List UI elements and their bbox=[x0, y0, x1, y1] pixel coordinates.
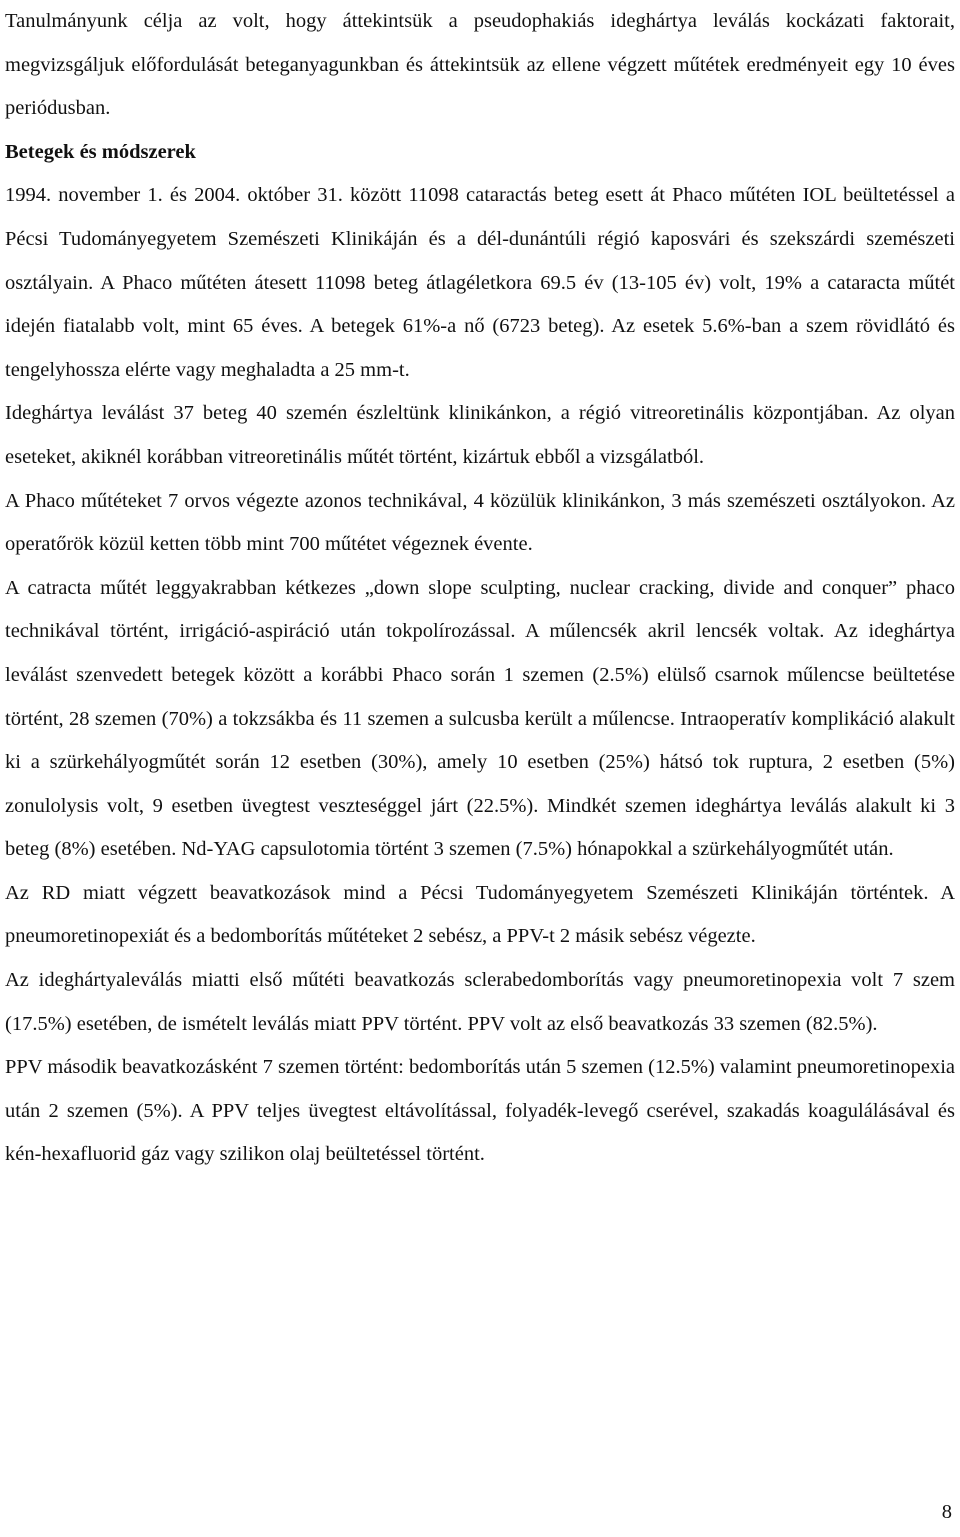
paragraph-patients: 1994. november 1. és 2004. október 31. között 11098 cataractás beteg esett át Phaco műtéten IOL beültetéssel a Pécsi Tudományegyetem Szemészeti Klinikáján és a dél-dunántúli régió kaposvári és szekszárdi szemészeti osztályain. A Phaco műtéten átesett 11098 beteg átlagéletkora 69.5 év (13-105 év) volt, 19% a cataracta műtét idején fiatalabb volt, mint 65 éves. A betegek 61%-a nő (6723 beteg). Az esetek 5.6%-ban a szem rövidlátó és tengelyhossza elérte vagy meghaladta a 25 mm-t. bbox=[5, 184, 955, 381]
paragraph-first-surgery: Az ideghártyaleválás miatti első műtéti beavatkozás sclerabedomborítás vagy pneumoretinopexia volt 7 szem (17.5%) esetében, de ismételt leválás miatt PPV történt. PPV volt az első beavatkozás 33 szemen (82.5%). bbox=[5, 969, 955, 1035]
paragraph-surgeons: A Phaco műtéteket 7 orvos végezte azonos technikával, 4 közülük klinikánkon, 3 más szemészeti osztályokon. Az operatőrök közül ketten több mint 700 műtétet végeznek évente. bbox=[5, 489, 955, 556]
paragraph-interventions: Az RD miatt végzett beavatkozások mind a Pécsi Tudományegyetem Szemészeti Klinikáján történtek. A pneumoretinopexiát és a bedomborítás műtéteket 2 sebész, a PPV-t 2 másik sebész végezte. bbox=[5, 881, 955, 948]
document-page bbox=[5, 0, 955, 1177]
page-number: 8 bbox=[941, 1501, 952, 1523]
section-heading: Betegek és módszerek bbox=[5, 140, 196, 163]
paragraph-technique: A catracta műtét leggyakrabban kétkezes „down slope sculpting, nuclear cracking, divide and conquer” phaco technikával történt, irrigáció-aspiráció után tokpolírozással. A műlencsék akril lencsék voltak. Az ideghártya leválást szenvedett betegek között a korábbi Phaco során 1 szemen (2.5%) elülső csarnok műlencse beültetése történt, 28 szemen (70%) a tokzsákba és 11 szemen a sulcusba került a műlencse. Intraoperatív komplikáció alakult ki a szürkehályogműtét során 12 esetben (30%), amely 10 esetben (25%) hátsó tok ruptura, 2 esetben (5%) zonulolysis volt, 9 esetben üvegtest veszteséggel járt (22.5%). Mindkét szemen ideghártya leválás alakult ki 3 beteg (8%) esetében. Nd-YAG capsulotomia történt 3 szemen (7.5%) hónapokkal a szürkehályogműtét után. bbox=[5, 576, 955, 861]
intro-paragraph: Tanulmányunk célja az volt, hogy áttekintsük a pseudophakiás ideghártya leválás kockázati faktorait, megvizsgáljuk előfordulását beteganyagunkban és áttekintsük az ellene végzett műtétek eredményeit egy 10 éves periódusban. bbox=[5, 10, 955, 120]
paragraph-second-surgery: PPV második beavatkozásként 7 szemen történt: bedomborítás után 5 szemen (12.5%) valamint pneumoretinopexia után 2 szemen (5%). A PPV teljes üvegtest eltávolítással, folyadék-levegő cserével, szakadás koagulálásával és kén-hexafluorid gáz vagy szilikon olaj beültetéssel történt. bbox=[5, 1056, 955, 1166]
paragraph-detachment: Ideghártya leválást 37 beteg 40 szemén észleltünk klinikánkon, a régió vitreoretinális központjában. Az olyan eseteket, akiknél korábban vitreoretinális műtét történt, kizártuk ebből a vizsgálatból. bbox=[5, 402, 955, 468]
